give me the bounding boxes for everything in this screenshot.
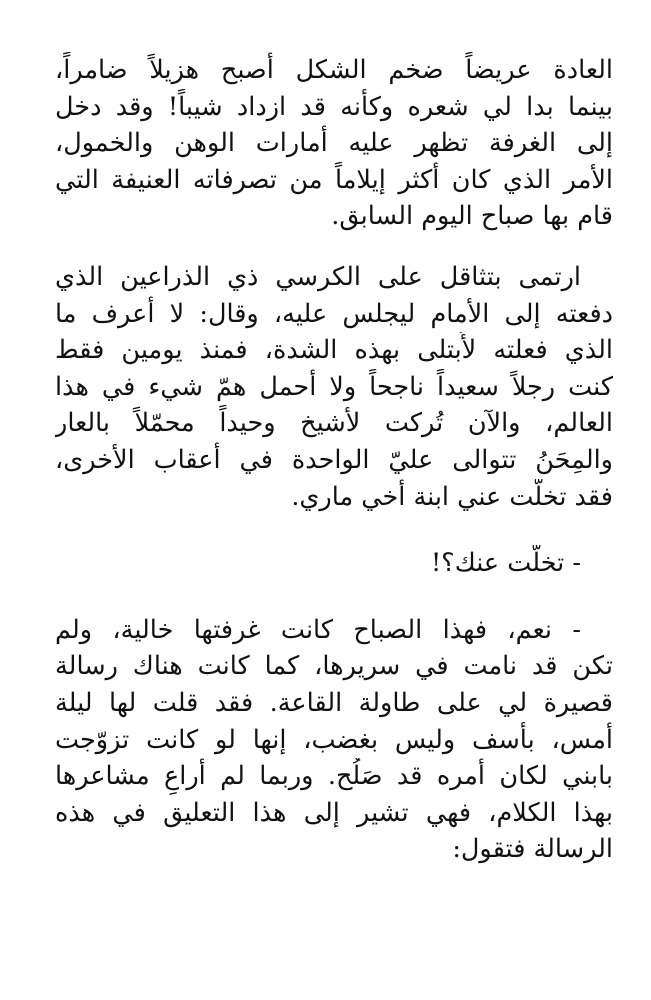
text-line: إلى الغرفة تظهر عليه أمارات الوهن والخمول، — [55, 128, 613, 159]
text-line: العالم، والآن تُركت لأشيخ وحيداً محمّلاً بالعار — [55, 408, 613, 439]
text-line: بينما بدا لي شعره وكأنه قد ازداد شيباً! وقد دخل — [55, 91, 613, 122]
text-line: أمس، بأسف وليس بغضب، إنها لو كانت تزوّجت — [55, 724, 613, 755]
text-line: - نعم، فهذا الصباح كانت غرفتها خالية، ولم — [55, 614, 581, 645]
text-line: فقد تخلّت عني ابنة أخي ماري. — [291, 481, 613, 512]
paragraph-4 — [55, 612, 613, 868]
text-line: الرسالة فتقول: — [452, 834, 613, 865]
paragraph-3-dialog — [55, 545, 613, 582]
text-line: والمِحَنُ تتوالى عليّ الواحدة في أعقاب الأخرى، — [55, 444, 613, 475]
text-line: العادة عريضاً ضخم الشكل أصبح هزيلاً ضامراً، — [55, 55, 613, 85]
paragraph-2 — [55, 259, 613, 515]
text-line: بهذا الكلام، فهي تشير إلى هذا التعليق في هذه — [55, 797, 613, 828]
text-line: تكن قد نامت في سريرها، كما كانت هناك رسالة — [55, 651, 613, 682]
text-line: قصيرة لي على طاولة القاعة. فقد قلت لها ليلة — [55, 687, 613, 718]
text-line: الأمر الذي كان أكثر إيلاماً من تصرفاته العنيفة التي — [55, 164, 613, 195]
paragraph-1 — [55, 52, 613, 235]
book-page — [55, 52, 613, 868]
text-line: بابني لكان أمره قد صَلُح. وربما لم أُراعِ مشاعرها — [55, 761, 613, 792]
text-line: ارتمى بتثاقل على الكرسي ذي الذراعين الذي — [55, 261, 581, 292]
text-line: قام بها صباح اليوم السابق. — [331, 201, 613, 232]
text-line: - تخلّت عنك؟! — [430, 548, 581, 579]
text-line: دفعته إلى الأمام ليجلس عليه، وقال: لا أعرف ما — [55, 298, 613, 329]
text-line: الذي فعلته لأُبتلى بهذه الشدة، فمنذ يومين فقط — [55, 335, 613, 366]
text-line: كنت رجلاً سعيداً ناجحاً ولا أحمل همّ شيء في هذا — [55, 371, 613, 402]
